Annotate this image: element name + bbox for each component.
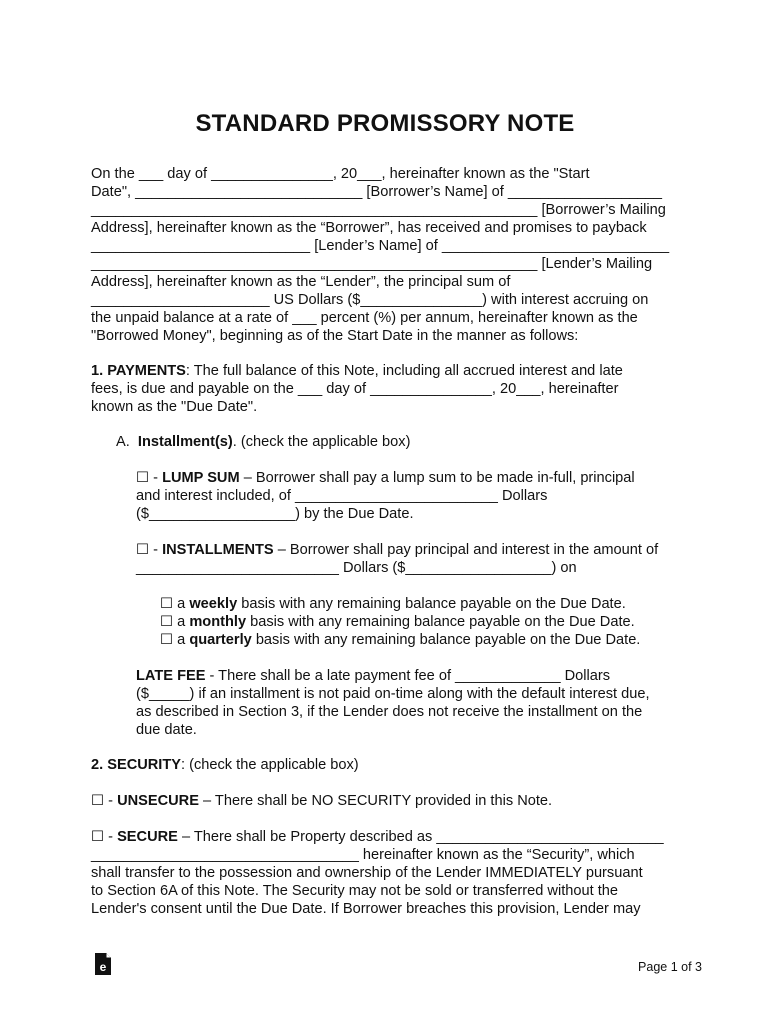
svg-text:e: e [99, 960, 107, 974]
payments-line: fees, is due and payable on the ___ day of _______________, 20___, hereinafter [91, 381, 619, 397]
late-fee-heading: LATE FEE [136, 668, 206, 684]
security-heading: 2. SECURITY [91, 757, 182, 773]
intro-line: _______________________________________________________ [Borrower’s Mailing [91, 202, 666, 218]
document-title: STANDARD PROMISSORY NOTE [195, 110, 575, 137]
installments-rest: . (check the applicable box) [232, 434, 411, 450]
monthly-checkbox[interactable]: ☐ a [160, 614, 190, 630]
secure-checkbox[interactable]: ☐ - [91, 829, 118, 845]
frequency-word: weekly [189, 596, 238, 612]
payments-text: : The full balance of this Note, including all accrued interest and late [185, 363, 623, 379]
intro-line: _______________________________________________________ [Lender’s Mailing [91, 256, 653, 272]
lump-sum-heading: LUMP SUM [162, 470, 240, 486]
frequency-text: basis with any remaining balance payable on the Due Date. [251, 632, 641, 648]
payments-line [91, 362, 623, 380]
lump-sum-text: – Borrower shall pay a lump sum to be made in-full, principal [239, 470, 635, 486]
late-fee-text: - There shall be a late payment fee of _____________ Dollars [205, 668, 611, 684]
late-fee-line: as described in Section 3, if the Lender does not receive the installment on the [136, 704, 643, 720]
weekly-checkbox[interactable]: ☐ a [160, 596, 190, 612]
frequency-word: monthly [189, 614, 247, 630]
security-rest: : (check the applicable box) [181, 757, 359, 773]
intro-line: Address], hereinafter known as the “Lender”, the principal sum of [91, 274, 511, 290]
lump-sum-line: ($__________________) by the Due Date. [136, 506, 414, 522]
secure-line: shall transfer to the possession and ownership of the Lender IMMEDIATELY pursuant [91, 865, 643, 881]
intro-line: ______________________ US Dollars ($_______________) with interest accruing on [91, 292, 649, 308]
frequency-monthly [160, 613, 635, 631]
installments-opt-heading: INSTALLMENTS [162, 542, 274, 558]
installments-line: _________________________ Dollars ($__________________) on [136, 560, 577, 576]
security-heading-line [91, 756, 359, 774]
unsecure-checkbox[interactable]: ☐ - [91, 793, 118, 809]
secure-text: – There shall be Property described as ____________________________ [177, 829, 664, 845]
secure-line: Lender's consent until the Due Date. If Borrower breaches this provision, Lender may [91, 901, 641, 917]
intro-line: Date", ____________________________ [Borrower’s Name] of ___________________ [91, 184, 663, 200]
secure-line: to Section 6A of this Note. The Security may not be sold or transferred without the [91, 883, 619, 899]
frequency-quarterly [160, 631, 640, 649]
payments-line: known as the "Due Date". [91, 399, 258, 415]
frequency-text: basis with any remaining balance payable on the Due Date. [237, 596, 626, 612]
intro-line: ___________________________ [Lender’s Name] of ____________________________ [91, 238, 670, 254]
intro-line: On the ___ day of _______________, 20___, hereinafter known as the "Start [91, 166, 590, 182]
secure-line: _________________________________ hereinafter known as the “Security”, which [91, 847, 635, 863]
secure-heading: SECURE [117, 829, 178, 845]
lump-sum-line: and interest included, of _________________________ Dollars [136, 488, 548, 504]
eforms-logo-icon [94, 952, 112, 976]
frequency-word: quarterly [189, 632, 252, 648]
lump-sum-checkbox[interactable]: ☐ - [136, 470, 163, 486]
secure-line [91, 828, 664, 846]
installments-prefix: A. [116, 434, 130, 450]
installments-subheading [116, 433, 410, 451]
frequency-weekly [160, 595, 626, 613]
installments-line [136, 541, 658, 559]
payments-heading: 1. PAYMENTS [91, 363, 186, 379]
quarterly-checkbox[interactable]: ☐ a [160, 632, 190, 648]
unsecure-option [91, 792, 552, 810]
frequency-text: basis with any remaining balance payable on the Due Date. [246, 614, 635, 630]
late-fee-line [136, 667, 610, 685]
installments-heading: Installment(s) [137, 434, 233, 450]
page-number: Page 1 of 3 [638, 960, 702, 974]
unsecure-heading: UNSECURE [117, 793, 199, 809]
lump-sum-line [136, 469, 635, 487]
late-fee-line: ($_____) if an installment is not paid on-time along with the default interest due, [136, 686, 650, 702]
installments-opt-text: – Borrower shall pay principal and interest in the amount of [273, 542, 659, 558]
late-fee-line: due date. [136, 722, 197, 738]
installments-checkbox[interactable]: ☐ - [136, 542, 163, 558]
unsecure-text: – There shall be NO SECURITY provided in this Note. [198, 793, 553, 809]
intro-line: "Borrowed Money", beginning as of the Start Date in the manner as follows: [91, 328, 579, 344]
intro-line: the unpaid balance at a rate of ___ percent (%) per annum, hereinafter known as the [91, 310, 638, 326]
intro-line: Address], hereinafter known as the “Borrower”, has received and promises to payback [91, 220, 647, 236]
